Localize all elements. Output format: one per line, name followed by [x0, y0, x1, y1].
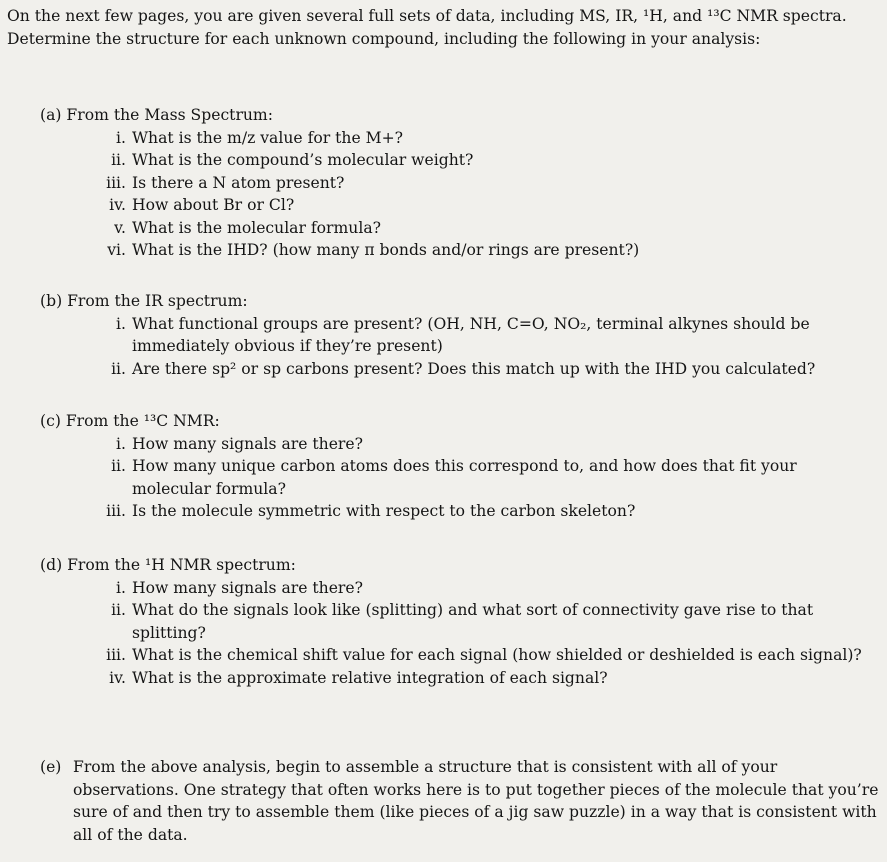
question-item: [40, 217, 880, 240]
item-text: How many unique carbon atoms does this correspond to, and how does that fit your molecular formula?: [132, 457, 797, 498]
item-number: vi.: [107, 241, 126, 259]
question-item: [40, 644, 880, 667]
question-list: [40, 127, 880, 262]
item-text: What is the m/z value for the M+?: [132, 128, 404, 147]
question-list: [40, 313, 880, 381]
item-number: i.: [116, 128, 126, 147]
section-paragraph: From the above analysis, begin to assemble a structure that is consistent with all of your observations. One strategy that often works here is to put together pieces of the molecule that you’re sure of and then try to assemble them (like pieces of a jig saw puzzle) in a way that is consistent with all of the data.: [73, 758, 879, 844]
item-text: What functional groups are present? (OH, NH, C=O, NO₂, terminal alkynes should be immediately obvious if they’re present): [132, 314, 810, 355]
question-item: [40, 239, 880, 262]
question-item: [40, 149, 880, 172]
item-number: iii.: [106, 173, 126, 192]
question-item: [40, 455, 880, 500]
item-text: How many signals are there?: [132, 578, 363, 597]
item-number: v.: [114, 218, 126, 237]
intro-paragraph: On the next few pages, you are given several full sets of data, including MS, IR, ¹H, and ¹³C NMR spectra. Determine the structure for each unknown compound, including the following in your analysis:: [7, 7, 847, 48]
section-c13-nmr: [40, 410, 880, 523]
item-text: What do the signals look like (splitting) and what sort of connectivity gave rise to that splitting?: [132, 601, 814, 642]
question-item: [40, 358, 880, 381]
item-text: What is the chemical shift value for each signal (how shielded or deshielded is each signal)?: [132, 646, 862, 664]
item-text: How about Br or Cl?: [132, 196, 295, 214]
question-list: [40, 433, 880, 523]
item-number: iii.: [106, 502, 126, 520]
item-text: Is there a N atom present?: [132, 173, 345, 192]
question-item: [40, 599, 880, 644]
item-text: Is the molecule symmetric with respect to the carbon skeleton?: [132, 502, 636, 520]
item-number: iv.: [109, 196, 126, 214]
section-heading: (d) From the ¹H NMR spectrum:: [40, 556, 296, 574]
item-text: How many signals are there?: [132, 434, 363, 453]
item-number: iii.: [106, 646, 126, 664]
item-number: ii.: [111, 151, 126, 169]
question-item: [40, 433, 880, 456]
section-assemble-structure: [40, 756, 880, 846]
question-item: [40, 667, 880, 690]
item-text: What is the compound’s molecular weight?: [132, 151, 474, 169]
question-list: [40, 577, 880, 690]
question-item: [40, 313, 880, 358]
section-heading: (b) From the IR spectrum:: [40, 292, 248, 310]
item-number: i.: [116, 434, 126, 453]
item-number: ii.: [111, 457, 126, 475]
section-heading: (c) From the ¹³C NMR:: [40, 412, 220, 430]
section-ir-spectrum: [40, 290, 880, 380]
item-number: i.: [116, 578, 126, 597]
question-item: [40, 500, 880, 523]
section-mass-spectrum: [40, 104, 880, 262]
question-item: [40, 194, 880, 217]
item-number: iv.: [109, 668, 126, 687]
question-item: [40, 127, 880, 150]
section-label: (e): [40, 758, 62, 776]
item-text: What is the IHD? (how many π bonds and/or rings are present?): [132, 241, 640, 259]
item-number: i.: [116, 314, 126, 333]
item-number: ii.: [111, 601, 126, 619]
item-text: What is the approximate relative integration of each signal?: [132, 668, 608, 687]
section-heading: (a) From the Mass Spectrum:: [40, 106, 273, 124]
section-h1-nmr: [40, 554, 880, 689]
item-number: ii.: [111, 359, 126, 378]
item-text: Are there sp² or sp carbons present? Does this match up with the IHD you calculated?: [132, 359, 816, 378]
question-item: [40, 577, 880, 600]
item-text: What is the molecular formula?: [132, 218, 381, 237]
question-item: [40, 172, 880, 195]
